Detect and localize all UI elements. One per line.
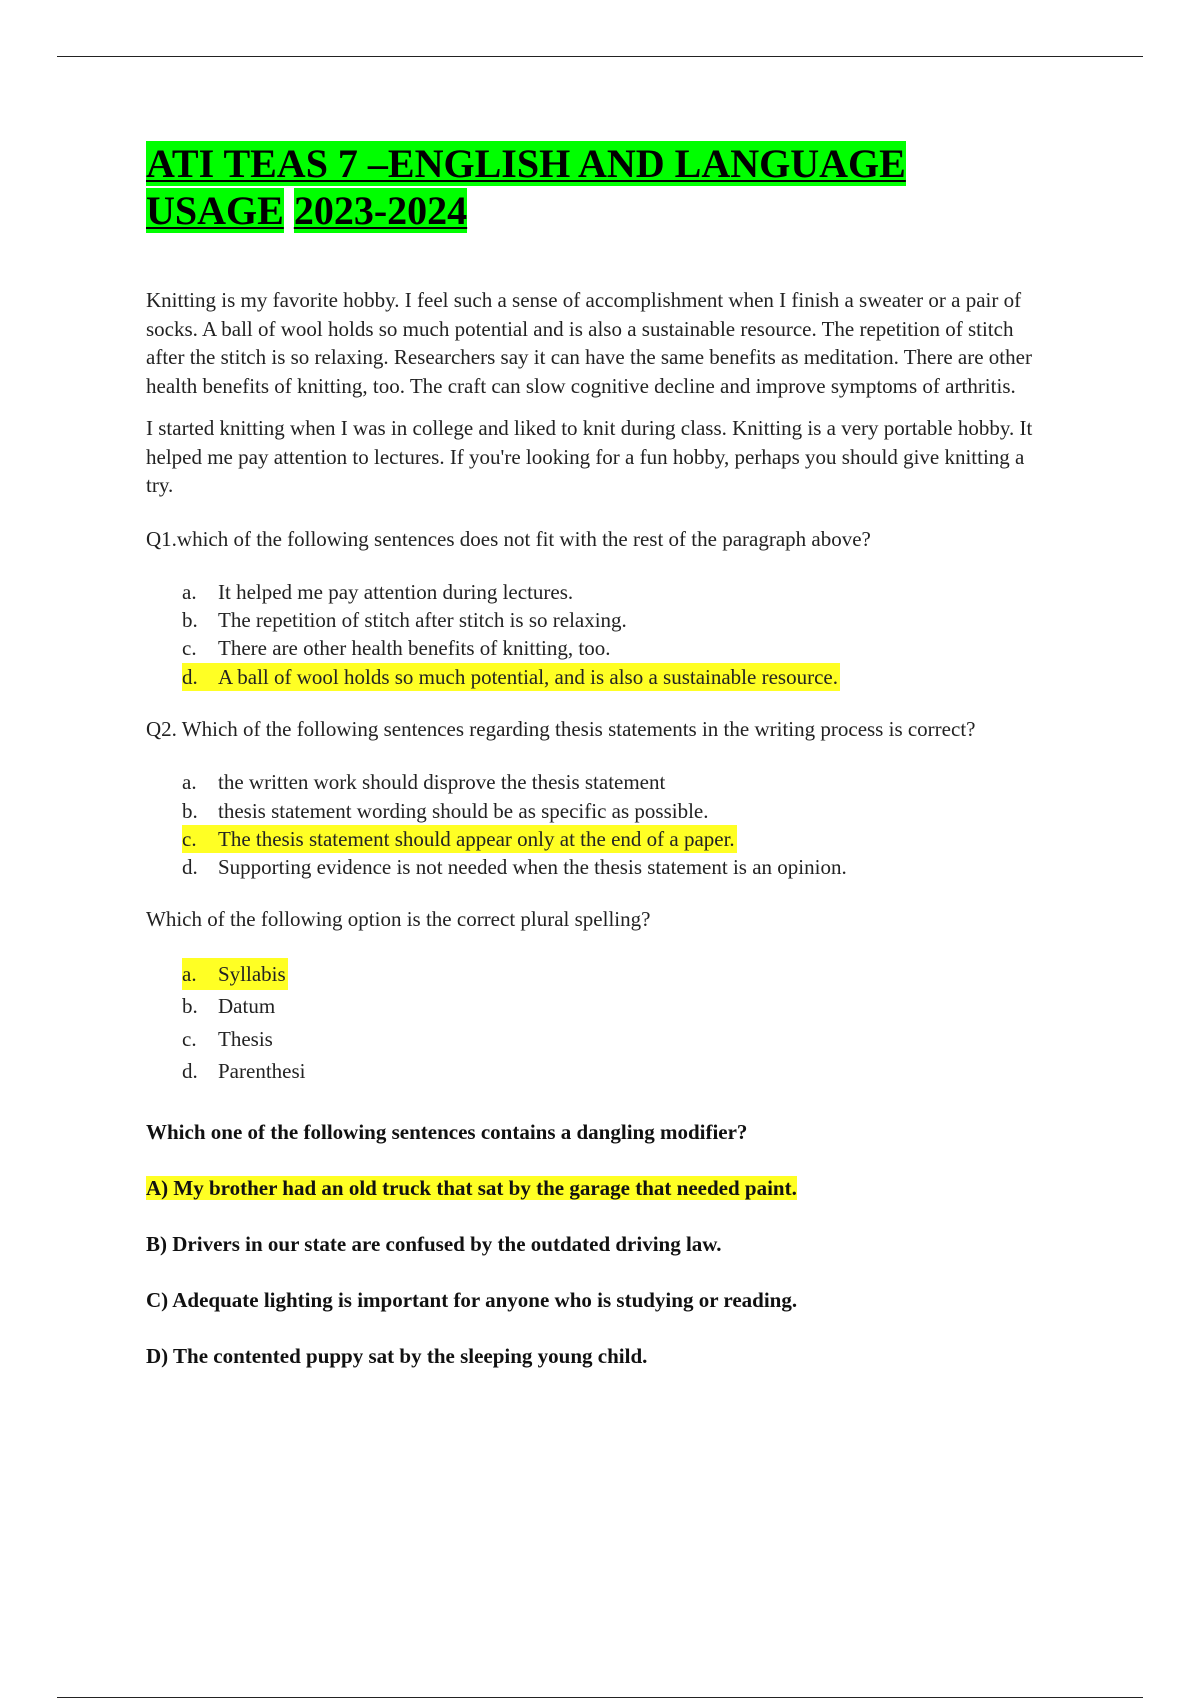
option-text: thesis statement wording should be as specific as possible. — [218, 798, 709, 823]
option-letter: d. — [182, 664, 198, 689]
question-3: Which of the following option is the correct plural spelling? — [146, 907, 651, 932]
q4-option-d — [146, 1342, 1046, 1370]
option-letter: a. — [182, 770, 197, 795]
option-text: Thesis — [218, 1026, 273, 1051]
page-bottom-rule — [57, 1697, 1143, 1698]
option-letter: a. — [182, 580, 197, 604]
option-letter: b. — [182, 994, 198, 1019]
option-text: Parenthesi — [218, 1059, 306, 1084]
q4-option-b — [146, 1230, 1046, 1258]
title-line-2-a: USAGE — [146, 188, 284, 233]
option-text: Supporting evidence is not needed when the thesis statement is an opinion. — [218, 854, 847, 879]
question-4: Which one of the following sentences contains a dangling modifier? — [146, 1119, 748, 1144]
q3-option-c — [182, 1023, 1046, 1056]
option-letter: b. — [182, 608, 198, 633]
page-top-rule — [57, 56, 1143, 57]
title-line-2-b: 2023-2024 — [293, 188, 468, 233]
passage-paragraph-2: I started knitting when I was in college and liked to knit during class. Knitting is a very portable hobby. It helped me pay attention to lectures. If you're looking for a fun hobby, perhaps you should give knitting a try. — [146, 416, 1033, 497]
question-1-options — [146, 578, 1046, 691]
option-text: A ball of wool holds so much potential, and is also a sustainable resource. — [218, 664, 838, 689]
q1-option-a — [182, 578, 1046, 606]
passage-paragraph-1: Knitting is my favorite hobby. I feel such a sense of accomplishment when I finish a sweater or a pair of socks. A ball of wool holds so much potential and is also a sustainable resource. The repetition of stitch after the stitch is so relaxing. Researchers say it can have the same benefits as meditation. There are other health benefits of knitting, too. The craft can slow cognitive decline and improve symptoms of arthritis. — [146, 288, 1032, 398]
q3-option-a-answer — [182, 958, 1046, 991]
q1-option-d-answer — [182, 663, 1046, 691]
q1-option-b — [182, 606, 1046, 634]
question-2: Q2. Which of the following sentences regarding thesis statements in the writing process is correct? — [146, 716, 976, 741]
option-letter: c. — [182, 1026, 197, 1051]
option-text: Syllabis — [218, 961, 286, 986]
q2-option-b — [182, 797, 1046, 825]
option-text: D) The contented puppy sat by the sleeping young child. — [146, 1343, 648, 1368]
option-letter: b. — [182, 798, 198, 823]
q2-option-d — [182, 853, 1046, 881]
option-text: C) Adequate lighting is important for anyone who is studying or reading. — [146, 1287, 798, 1312]
option-letter: c. — [182, 636, 197, 661]
option-text: the written work should disprove the thesis statement — [218, 770, 666, 795]
option-letter: c. — [182, 826, 197, 851]
q4-option-a-answer — [146, 1174, 1046, 1202]
option-text: The thesis statement should appear only at the end of a paper. — [218, 826, 735, 851]
q3-option-b — [182, 990, 1046, 1023]
option-text: B) Drivers in our state are confused by the outdated driving law. — [146, 1231, 722, 1256]
option-text: The repetition of stitch after stitch is so relaxing. — [218, 608, 627, 633]
option-letter: a. — [182, 961, 197, 986]
option-text: It helped me pay attention during lectures. — [218, 580, 574, 604]
q3-option-d — [182, 1055, 1046, 1088]
question-3-options — [146, 958, 1046, 1088]
option-text: A) My brother had an old truck that sat by the garage that needed paint. — [146, 1175, 797, 1200]
option-letter: d. — [182, 854, 198, 879]
q2-option-a — [182, 768, 1046, 796]
title-line-1: ATI TEAS 7 –ENGLISH AND LANGUAGE — [146, 141, 906, 186]
option-letter: d. — [182, 1059, 198, 1084]
question-2-options — [146, 768, 1046, 881]
option-text: There are other health benefits of knitting, too. — [218, 636, 611, 661]
question-1: Q1.which of the following sentences does not fit with the rest of the paragraph above? — [146, 526, 871, 551]
q4-option-c — [146, 1286, 1046, 1314]
document-page — [146, 140, 1046, 1370]
document-title — [146, 140, 1046, 234]
option-text: Datum — [218, 994, 276, 1019]
q2-option-c-answer — [182, 825, 1046, 853]
q1-option-c — [182, 634, 1046, 662]
